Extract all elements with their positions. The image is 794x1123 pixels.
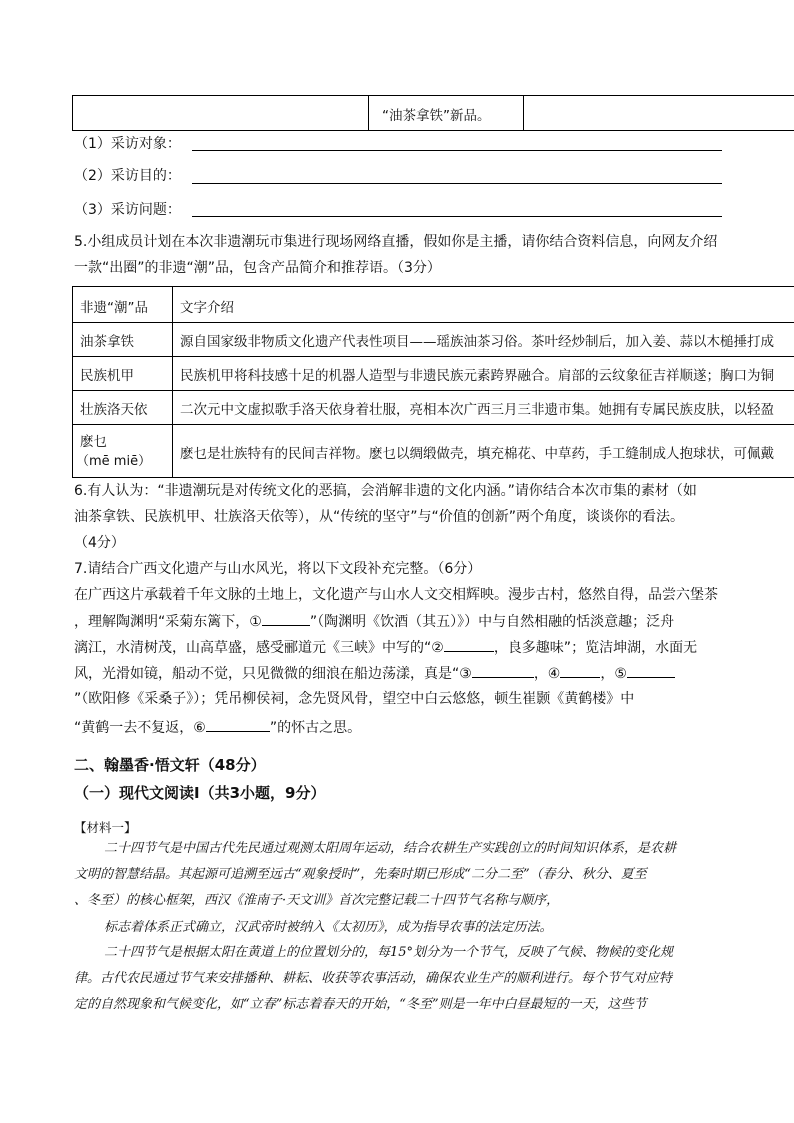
q7-line1: 在广西这片承载着千年文脉的土地上，文化遗产与山水人文交相辉映。漫步古村，悠然自得，品尝六堡茶 xyxy=(74,587,718,603)
q7-line6 xyxy=(74,716,361,739)
material-p1-line2: 文明的智慧结晶。其起源可追溯至远古“观象授时”，先秦时期已形成“二分二至”（春分、秋分、夏至 xyxy=(74,867,647,882)
table-row-name: 麽乜 xyxy=(80,434,107,450)
material-p2-line3: 定的自然现象和气候变化，如“立春”标志着春天的开始，“冬至”则是一年中白昼最短的一天，这些节 xyxy=(74,997,647,1012)
q6-line2: 油茶拿铁、民族机甲、壮族洛天依等），从“传统的坚守”与“价值的创新”两个角度，谈谈你的看法。 xyxy=(74,509,685,525)
table-row-desc: 民族机甲将科技感十足的机器人造型与非遗民族元素跨界融合。肩部的云纹象征吉祥顺遂；胸口为铜 xyxy=(180,368,774,384)
q7-line2 xyxy=(74,610,674,633)
q5-line1: 5.小组成员计划在本次非遗潮玩市集进行现场网络直播，假如你是主播，请你结合资料信息，向网友介绍 xyxy=(74,234,718,250)
q7-blank-2[interactable] xyxy=(444,636,494,652)
material-p2-line1: 二十四节气是根据太阳在黄道上的位置划分的，每15°划分为一个节气，反映了气候、物候的变化规 xyxy=(104,945,674,960)
material-p2-line2: 律。古代农民通过节气来安排播种、耕耘、收获等农事活动，确保农业生产的顺利进行。每个节气对应特 xyxy=(74,971,673,986)
q7-line4-a: 风，光滑如镜，船动不觉，只见微微的细浪在船边荡漾，真是“③ xyxy=(74,666,472,682)
q7-line6-a: “黄鹤一去不复返，⑥ xyxy=(74,720,206,736)
q7-line3 xyxy=(74,636,697,659)
interview-object-label: （1）采访对象： xyxy=(74,136,181,152)
table-row-desc: 二次元中文虚拟歌手洛天依身着壮服，亮相本次广西三月三非遗市集。她拥有专属民族皮肤，以轻盈 xyxy=(180,402,774,418)
interview-question-answer-line[interactable] xyxy=(192,216,722,217)
q7-line2-b: ”（陶渊明《饮酒（其五）》）中与自然相融的恬淡意趣；泛舟 xyxy=(309,614,675,630)
q7-line4-c: ，⑤ xyxy=(600,666,627,682)
q7-line5: ”（欧阳修《采桑子》）；凭吊柳侯祠，念先贤风骨，望空中白云悠悠，顿生崔颢《黄鹤楼》中 xyxy=(74,691,635,707)
table-row-name: 民族机甲 xyxy=(80,368,134,384)
q7-line6-b: ”的怀古之思。 xyxy=(269,720,362,736)
q7-title: 7.请结合广西文化遗产与山水风光，将以下文段补充完整。（6分） xyxy=(74,561,482,577)
q7-line3-a: 漓江，水清树茂，山高草盛，感受郦道元《三峡》中写的“② xyxy=(74,640,444,656)
table-row-desc: 麽乜是壮族特有的民间吉祥物。麽乜以绸缎做壳，填充棉花、中草药，手工缝制成人抱球状，可佩戴 xyxy=(180,446,774,462)
material-p1-line4: 标志着体系正式确立，汉武帝时被纳入《太初历》，成为指导农事的法定历法。 xyxy=(104,920,553,935)
material-p1-line1: 二十四节气是中国古代先民通过观测太阳周年运动，结合农耕生产实践创立的时间知识体系，是农耕 xyxy=(104,841,677,856)
interview-object-answer-line[interactable] xyxy=(192,150,722,151)
interview-purpose-label: （2）采访目的： xyxy=(74,168,181,184)
q5-line2: 一款“出圈”的非遗“潮”品，包含产品简介和推荐语。（3分） xyxy=(74,260,441,276)
interview-purpose-answer-line[interactable] xyxy=(192,183,722,184)
q6-line3: （4分） xyxy=(74,535,125,551)
top-table-middle-cell: “油茶拿铁”新品。 xyxy=(382,108,491,124)
table-row-desc: 源自国家级非物质文化遗产代表性项目——瑶族油茶习俗。茶叶经炒制后，加入姜、蒜以木槌捶打成 xyxy=(180,334,774,350)
q7-line4-b: ，④ xyxy=(533,666,561,682)
q7-blank-1[interactable] xyxy=(262,610,310,626)
q7-line4 xyxy=(74,662,675,685)
table-header-product: 非遗“潮”品 xyxy=(80,300,148,316)
q7-blank-4[interactable] xyxy=(560,662,600,678)
q7-blank-6[interactable] xyxy=(206,716,270,732)
material-p1-line3: 、冬至）的核心框架，西汉《淮南子·天文训》首次完整记载二十四节气名称与顺序， xyxy=(74,893,560,908)
material-label: 【材料一】 xyxy=(74,820,137,835)
q7-line3-b: ，良多趣味”；览洁坤湖，水面无 xyxy=(493,640,698,656)
q6-line1: 6.有人认为：“非遗潮玩是对传统文化的恶搞，会消解非遗的文化内涵。”请你结合本次市集的素材（如 xyxy=(74,483,697,499)
q7-line2-a: ，理解陶渊明“采菊东篱下，① xyxy=(74,614,262,630)
table-header-description: 文字介绍 xyxy=(180,300,234,316)
table-row-name: 壮族洛天依 xyxy=(80,402,148,418)
section2-title: 二、翰墨香·悟文轩（48分） xyxy=(74,756,266,774)
table-row-name: 油茶拿铁 xyxy=(80,334,134,350)
table-row-pinyin: （mē miē） xyxy=(76,454,152,469)
q7-blank-5[interactable] xyxy=(627,662,675,678)
section2-subtitle: （一）现代文阅读Ⅰ（共3小题，9分） xyxy=(74,784,326,802)
q7-blank-3[interactable] xyxy=(472,662,534,678)
interview-question-label: （3）采访问题： xyxy=(74,202,181,218)
